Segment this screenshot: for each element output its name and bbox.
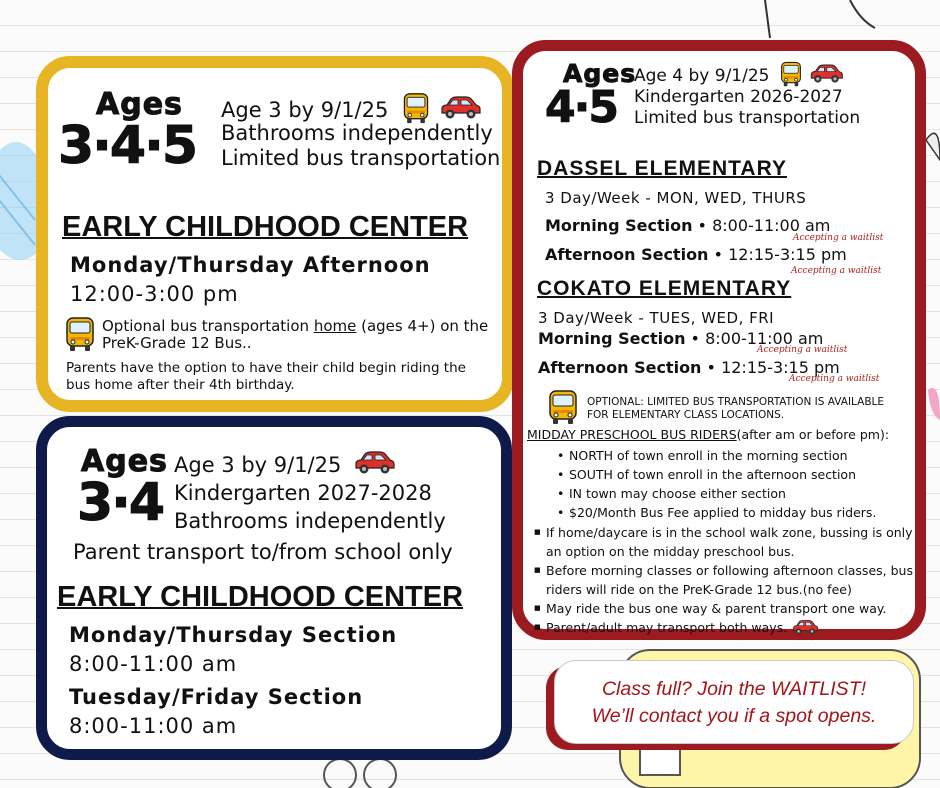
eligibility-line: Limited bus transportation <box>221 146 501 170</box>
cokato-morning: Morning Section • 8:00-11:00 am <box>538 329 824 348</box>
cokato-days: 3 Day/Week - TUES, WED, FRI <box>538 309 775 327</box>
transport-note: Parent transport to/from school only <box>73 540 453 564</box>
list-item: ■ May ride the bus one way & parent transport one way. <box>546 599 916 618</box>
section-title: EARLY CHILDHOOD CENTER <box>57 581 464 613</box>
waitlist-banner <box>554 660 914 744</box>
school-bus-icon <box>547 389 579 425</box>
midday-heading: MIDDAY PRESCHOOL BUS RIDERS(after am or before pm): <box>527 427 890 442</box>
section-name: Monday/Thursday Afternoon <box>70 253 431 277</box>
car-icon <box>808 63 844 85</box>
eligibility-line: Kindergarten 2027-2028 <box>174 481 432 505</box>
list-item: ■ Parent/adult may transport both ways. <box>546 618 916 637</box>
cokato-title: COKATO ELEMENTARY <box>537 277 792 300</box>
school-bus-icon <box>401 92 431 124</box>
ages-label: Ages <box>96 87 183 122</box>
eligibility-line: Bathrooms independently <box>174 509 446 533</box>
ages-badge <box>58 87 197 176</box>
school-bus-icon <box>64 316 96 352</box>
ages-label: Ages <box>563 59 637 88</box>
dassel-afternoon: Afternoon Section • 12:15-3:15 pm <box>545 245 847 264</box>
home-link: home <box>313 317 357 335</box>
midday-bullets <box>569 446 919 522</box>
dassel-morning: Morning Section • 8:00-11:00 am <box>545 216 831 235</box>
ages-badge <box>77 444 168 533</box>
waitlist-line: Class full? Join the WAITLIST! <box>601 678 867 700</box>
car-icon <box>791 619 819 636</box>
cokato-afternoon: Afternoon Section • 12:15-3:15 pm <box>538 358 840 377</box>
eligibility-list <box>221 98 511 171</box>
ages-numbers: 4·5 <box>545 82 617 133</box>
ages-numbers: 3·4·5 <box>58 116 197 176</box>
list-item: • NORTH of town enroll in the morning section <box>569 446 919 465</box>
ages-badge <box>545 59 637 133</box>
waitlist-note: Accepting a waitlist <box>757 345 848 355</box>
list-item: • SOUTH of town enroll in the afternoon section <box>569 465 919 484</box>
section-name: Tuesday/Friday Section <box>69 685 364 709</box>
list-item: ■ If home/daycare is in the school walk zone, bussing is only an option on the midday preschool bus. <box>546 523 916 561</box>
ecc-afternoon-card <box>36 56 514 412</box>
ages-label: Ages <box>81 444 168 479</box>
eligibility-line: Age 4 by 9/1/25 <box>634 66 770 86</box>
ages-numbers: 3·4 <box>77 473 164 533</box>
transport-rules <box>546 523 916 637</box>
optional-bus-note: OPTIONAL: LIMITED BUS TRANSPORTATION IS AVAILABLE FOR ELEMENTARY CLASS LOCATIONS. <box>587 396 885 421</box>
bus-note: Optional bus transportation home (ages 4+) on the PreK-Grade 12 Bus.. <box>102 317 489 352</box>
elementary-card <box>512 40 926 640</box>
waitlist-note: Accepting a waitlist <box>793 233 884 243</box>
dassel-title: DASSEL ELEMENTARY <box>537 157 787 180</box>
school-bus-icon <box>779 61 803 87</box>
car-icon <box>438 95 482 121</box>
section-time: 8:00-11:00 am <box>69 714 238 738</box>
waitlist-line: We’ll contact you if a spot opens. <box>591 705 877 727</box>
section-time: 8:00-11:00 am <box>69 652 238 676</box>
eligibility-list <box>174 453 514 534</box>
section-time: 12:00-3:00 pm <box>70 282 239 306</box>
eligibility-line: Kindergarten 2026-2027 <box>634 87 843 107</box>
parents-note: Parents have the option to have their child begin riding the bus home after their 4th birthday. <box>66 360 466 393</box>
waitlist-note: Accepting a waitlist <box>791 266 882 276</box>
eligibility-line: Age 3 by 9/1/25 <box>221 98 389 122</box>
section-title: EARLY CHILDHOOD CENTER <box>62 211 469 243</box>
section-name: Monday/Thursday Section <box>69 623 398 647</box>
eligibility-line: Limited bus transportation <box>634 108 861 128</box>
dassel-days: 3 Day/Week - MON, WED, THURS <box>545 189 807 207</box>
list-item: • $20/Month Bus Fee applied to midday bus riders. <box>569 503 919 522</box>
list-item: • IN town may choose either section <box>569 484 919 503</box>
eligibility-line: Age 3 by 9/1/25 <box>174 453 342 477</box>
car-icon <box>352 450 396 476</box>
eligibility-line: Bathrooms independently <box>221 121 493 145</box>
waitlist-note: Accepting a waitlist <box>789 374 880 384</box>
list-item: ■ Before morning classes or following afternoon classes, bus riders will ride on the PreK-Grade 12 bus.(no fee) <box>546 561 916 599</box>
ecc-morning-card <box>36 416 512 760</box>
eligibility-list <box>634 65 924 129</box>
